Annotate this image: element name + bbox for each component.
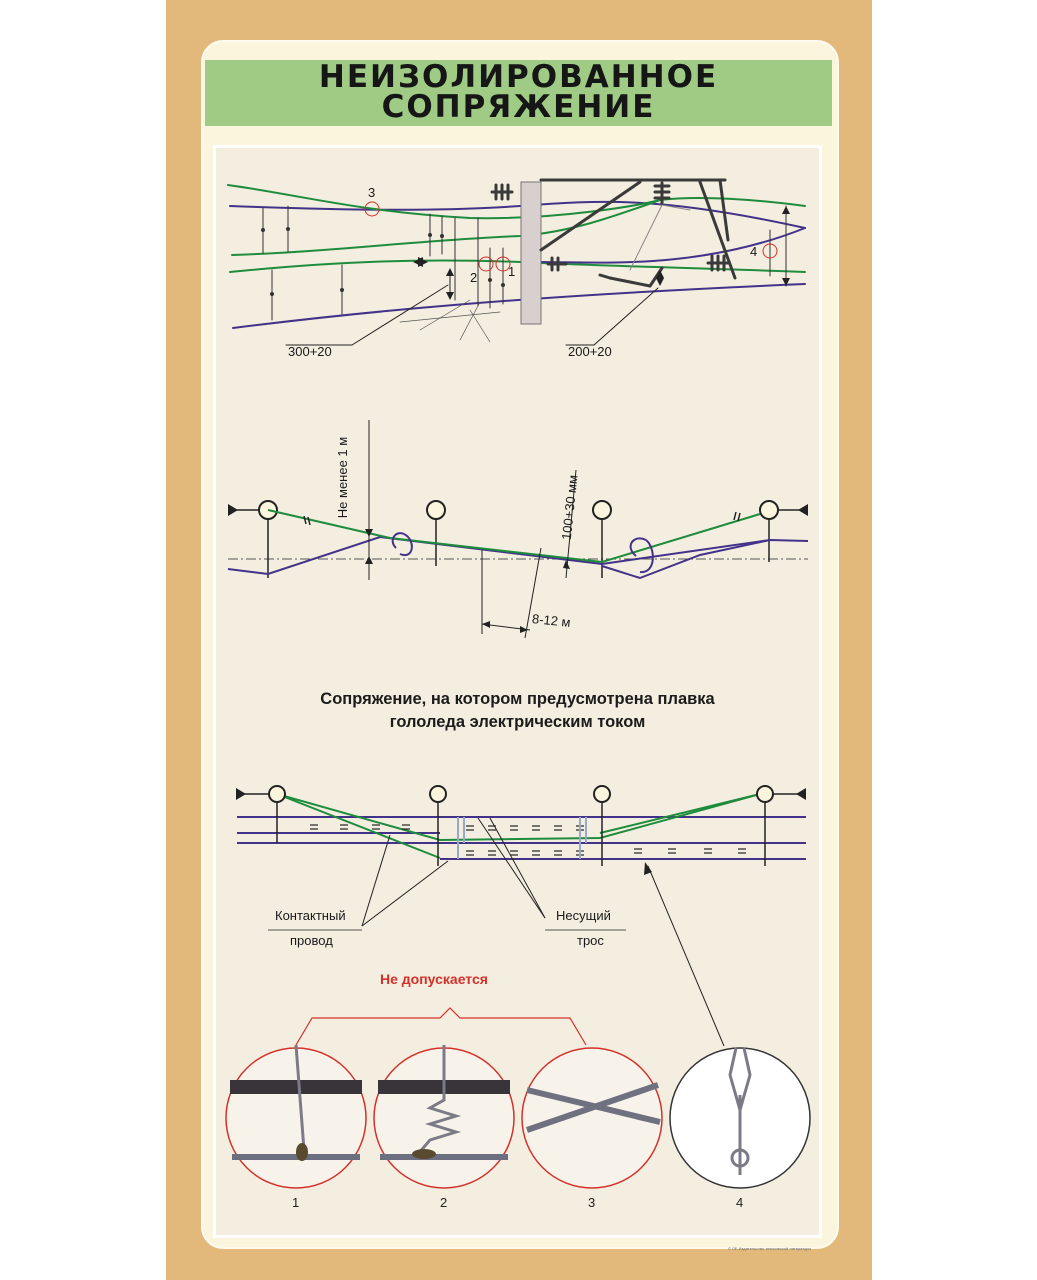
ice-melting-heading [213, 688, 822, 734]
detail-number-3: 3 [588, 1195, 596, 1210]
title-line-1: НЕИЗОЛИРОВАННОЕ [318, 59, 719, 95]
detail-number-2: 2 [440, 1195, 448, 1210]
dimension-span: 8-12 м [531, 611, 572, 630]
label-messenger-2: трос [577, 933, 604, 948]
marker-1: 1 [508, 264, 516, 279]
detail-number-1: 1 [292, 1195, 300, 1210]
dimension-300: 300+20 [288, 344, 332, 359]
profile-diagram [228, 180, 805, 345]
warning-bracket [296, 1008, 586, 1045]
not-allowed-label: Не допускается [380, 971, 488, 987]
label-messenger-1: Несущий [556, 908, 611, 923]
heading-line-2: гололеда электрическим током [389, 713, 646, 731]
marker-4: 4 [750, 244, 758, 259]
copyright: © ЛЕ-Издательство технической литературы [728, 1246, 812, 1251]
heading-line-1: Сопряжение, на котором предусмотрена плавка [320, 690, 715, 708]
label-contact-wire-2: провод [290, 933, 333, 948]
detail-2 [374, 1045, 514, 1188]
detail-4 [670, 1048, 810, 1188]
marker-3: 3 [368, 185, 376, 200]
dimension-200: 200+20 [568, 344, 612, 359]
label-contact-wire-1: Контактный [275, 908, 346, 923]
detail-1 [226, 1045, 366, 1188]
title-line-2: СОПРЯЖЕНИЕ [381, 89, 656, 125]
detail-3 [522, 1048, 662, 1188]
detail-number-4: 4 [736, 1195, 744, 1210]
dimension-not-less-1m: Не менее 1 м [335, 436, 351, 519]
dimension-offset: 100+30 мм [558, 474, 581, 541]
plan-diagram [228, 420, 808, 638]
marker-2: 2 [470, 270, 478, 285]
